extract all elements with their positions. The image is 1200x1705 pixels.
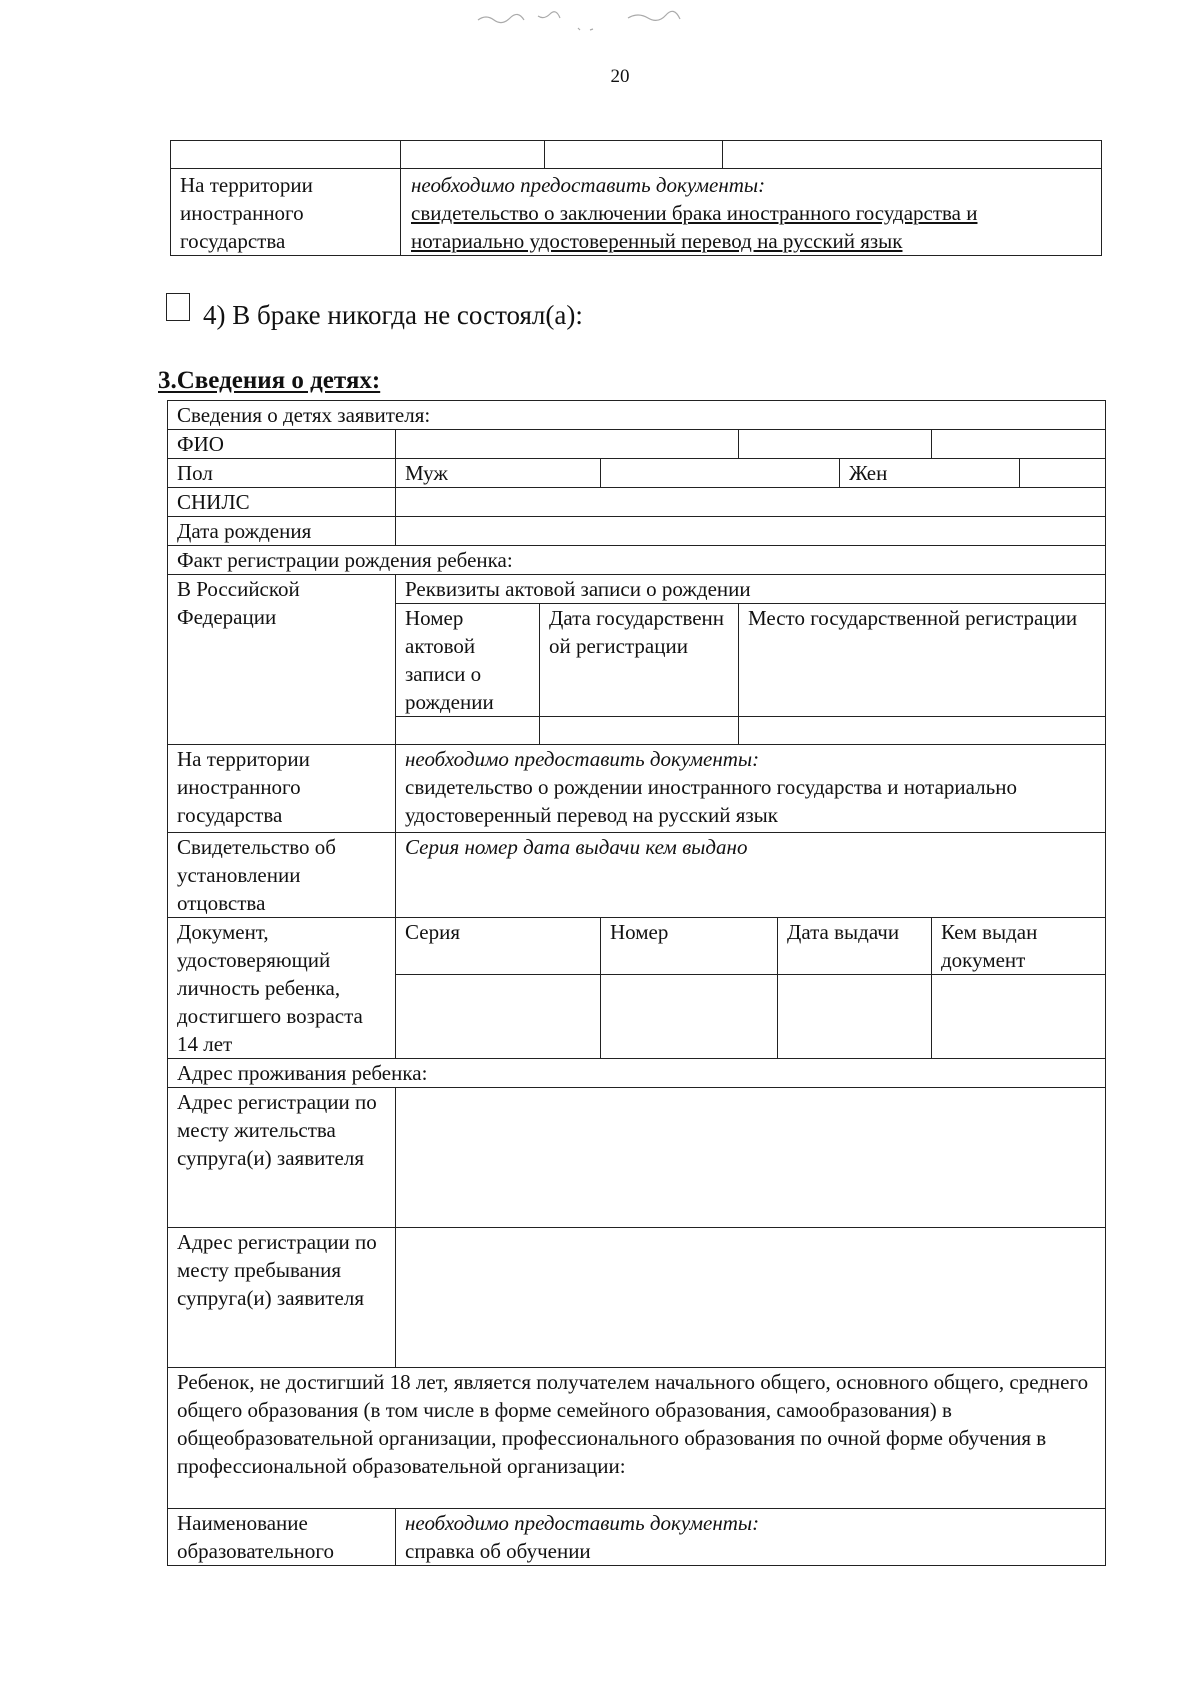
issued-by-field[interactable] [932, 975, 1106, 1059]
number-label: Номер [601, 918, 778, 975]
number-field[interactable] [601, 975, 778, 1059]
series-field[interactable] [396, 975, 601, 1059]
snils-label: СНИЛС [168, 488, 396, 517]
paternity-label: Свидетельство об установлении отцовства [168, 833, 396, 918]
never-married-label: 4) В браке никогда не состоял(а): [203, 300, 583, 330]
applicant-children-header: Сведения о детях заявителя: [168, 401, 1106, 430]
birth-date-label: Дата рождения [168, 517, 396, 546]
education-text: Ребенок, не достигший 18 лет, является получателем начального общего, основного общего, среднего общего образования (в том числе в форме семейного образования, самообразования) в общеобразовательной организации, профессионального образования по очной форме обучения в профессиональной образовательной организации: [168, 1368, 1106, 1509]
foreign-label: На территории иностранного государства [171, 169, 401, 256]
children-table [167, 400, 1106, 1566]
reg-date-label: Дата государственн ой регистрации [540, 604, 739, 717]
record-number-field[interactable] [396, 717, 540, 745]
edu-name-label: Наименование образовательного [168, 1509, 396, 1566]
empty-row [171, 141, 1102, 169]
record-details-label: Реквизиты актовой записи о рождении [396, 575, 1106, 604]
sex-label: Пол [168, 459, 396, 488]
birth-registration-header: Факт регистрации рождения ребенка: [168, 546, 1106, 575]
snils-field[interactable] [396, 488, 1106, 517]
sex-male-field[interactable] [601, 459, 840, 488]
edu-doc: справка об обучении [405, 1539, 591, 1563]
birth-date-field[interactable] [396, 517, 1106, 546]
marriage-foreign-table [170, 140, 1102, 256]
sex-female-field[interactable] [1020, 459, 1106, 488]
edu-docs [396, 1509, 1106, 1566]
fio-field-3[interactable] [932, 430, 1106, 459]
foreign-docs: свидетельство о заключении брака иностранного государства и нотариально удостоверенный перевод на русский язык [411, 201, 978, 253]
paternity-field[interactable]: Серия номер дата выдачи кем выдано [396, 833, 1106, 918]
addr-stay-field[interactable] [396, 1228, 1106, 1368]
fio-label: ФИО [168, 430, 396, 459]
foreign-note: необходимо предоставить документы: [411, 173, 766, 197]
issued-by-label: Кем выдан документ [932, 918, 1106, 975]
russia-label: В Российской Федерации [168, 575, 396, 745]
foreign-birth-note: необходимо предоставить документы: [405, 747, 760, 771]
foreign-row [171, 169, 1102, 256]
issue-date-field[interactable] [778, 975, 932, 1059]
record-number-label: Номер актовой записи о рождении [396, 604, 540, 717]
never-married-checkbox[interactable] [166, 293, 190, 321]
reg-date-field[interactable] [540, 717, 739, 745]
addr-stay-label: Адрес регистрации по месту пребывания супруга(и) заявителя [168, 1228, 396, 1368]
reg-place-field[interactable] [739, 717, 1106, 745]
series-label: Серия [396, 918, 601, 975]
foreign-birth-text: свидетельство о рождении иностранного государства и нотариально удостоверенный перевод на русский язык [405, 775, 1017, 827]
scan-artifact [458, 4, 758, 34]
addr-residence-label: Адрес регистрации по месту жительства супруга(и) заявителя [168, 1088, 396, 1228]
address-header: Адрес проживания ребенка: [168, 1059, 1106, 1088]
id-doc-label: Документ, удостоверяющий личность ребенка, достигшего возраста 14 лет [168, 918, 396, 1059]
foreign-birth-docs [396, 745, 1106, 833]
foreign-docs-cell [401, 169, 1102, 256]
sex-male-label: Муж [396, 459, 601, 488]
page-number: 20 [610, 66, 630, 87]
fio-field-1[interactable] [396, 430, 739, 459]
sex-female-label: Жен [840, 459, 1020, 488]
edu-note: необходимо предоставить документы: [405, 1511, 760, 1535]
issue-date-label: Дата выдачи [778, 918, 932, 975]
reg-place-label: Место государственной регистрации [739, 604, 1106, 717]
foreign-birth-label: На территории иностранного государства [168, 745, 396, 833]
addr-residence-field[interactable] [396, 1088, 1106, 1228]
section-title: 3.Сведения о детях: [158, 367, 381, 394]
fio-field-2[interactable] [739, 430, 932, 459]
